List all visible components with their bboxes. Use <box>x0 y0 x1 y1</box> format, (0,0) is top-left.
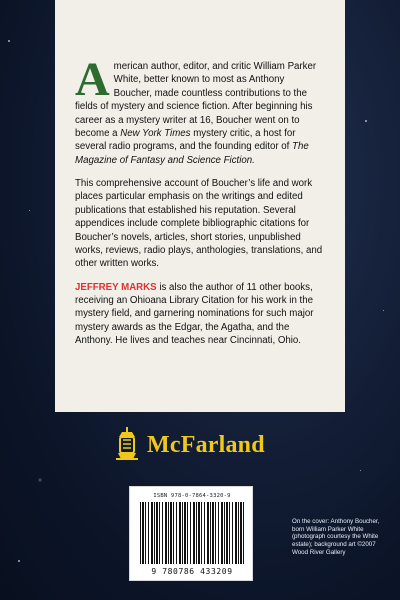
author-paragraph <box>75 281 325 348</box>
content-paragraph: This comprehensive account of Boucher’s life and work places particular emphasis on the writings and edited publications that established his reputation. Several appendices include complete bibliographic citations for Boucher’s novels, articles, short stories, unpublished works, reviews, radio plays, anthologies, translations, and other written works. <box>75 178 323 270</box>
isbn-text: ISBN 978-0-7864-3320-9 <box>153 493 231 499</box>
barcode <box>140 502 244 564</box>
description-panel <box>55 0 345 412</box>
publisher-name: McFarland <box>147 431 265 458</box>
star <box>383 310 384 311</box>
barcode-digits: 9 780786 433209 <box>138 567 246 576</box>
star <box>18 560 20 562</box>
author-name: JEFFREY MARKS <box>75 281 157 293</box>
star <box>8 40 10 42</box>
barcode-box <box>129 486 253 581</box>
magazine-title: The Magazine of Fantasy and Science Fiction. <box>75 141 309 166</box>
star <box>29 210 30 211</box>
newspaper-title: New York Times <box>120 127 191 139</box>
cover-credit: On the cover: Anthony Boucher, born William Parker White (photograph courtesy the White estate); background art ©2007 Wood River Gallery <box>292 518 380 556</box>
summary-text-2: mystery critic, a host for several radio programs, and the founding editor of <box>75 127 296 153</box>
author-bio: is also the author of 11 other books, receiving an Ohioana Library Citation for his work in the mystery field, and garnering nominations for such major mystery awards as the Edgar, the Agatha, and the Anthony. He lives and teaches near Cincinnati, Ohio. <box>75 281 314 347</box>
star <box>360 470 361 471</box>
lantern-icon <box>113 426 141 464</box>
summary-text-1: merican author, editor, and critic William Parker White, better known to most as Anthony Boucher, made countless contributions to the fields of mystery and science fiction. After beginning his career as a mystery writer at 16, Boucher went on to become a <box>75 61 317 139</box>
summary-paragraph <box>75 53 325 167</box>
star <box>365 120 367 122</box>
drop-cap: A <box>75 53 110 106</box>
publisher-logo <box>113 423 288 467</box>
